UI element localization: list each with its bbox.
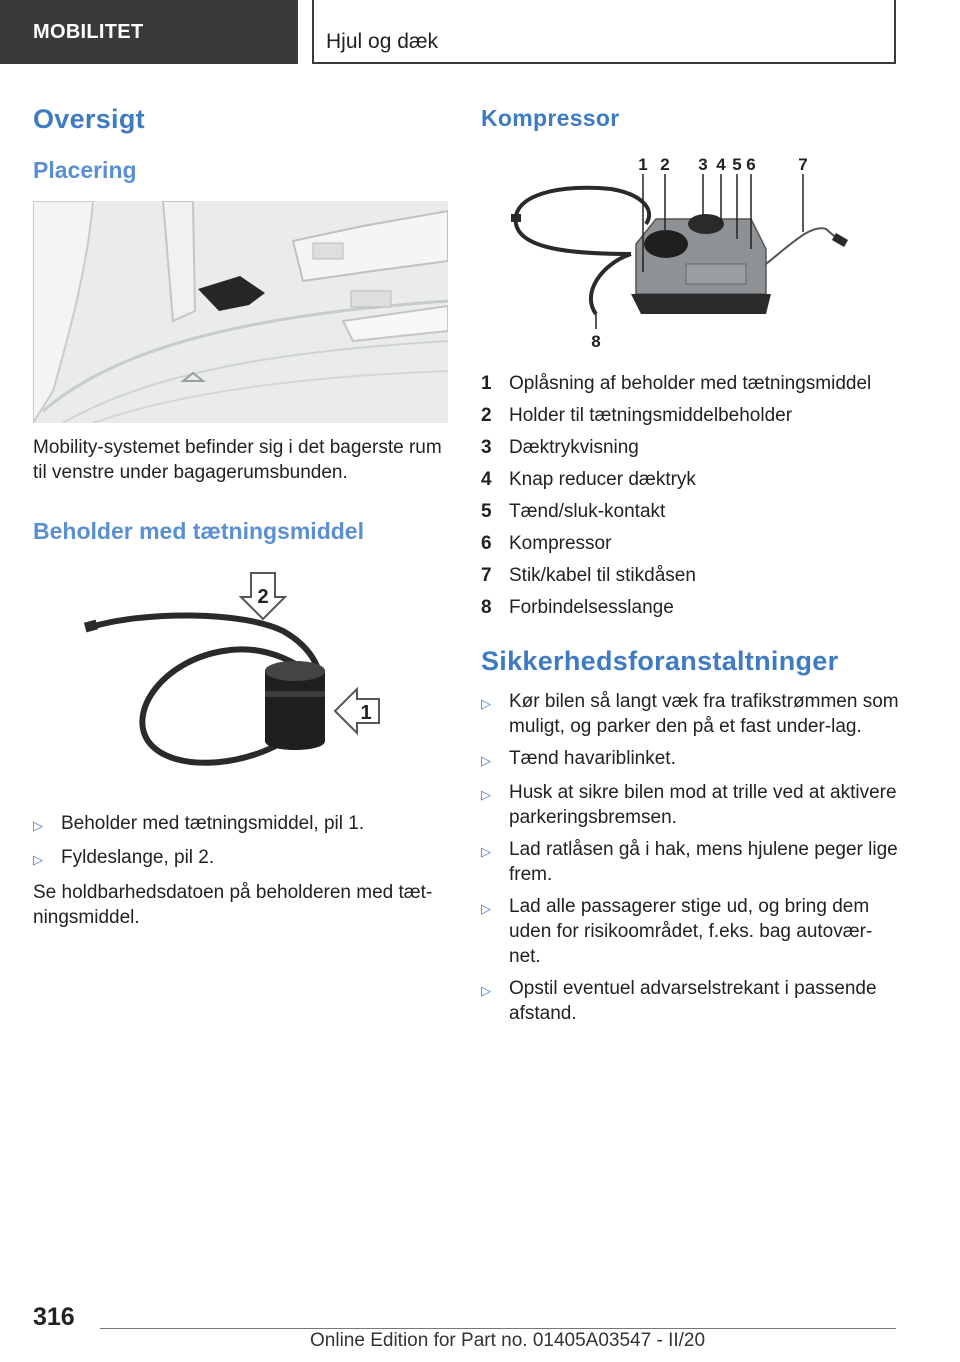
expiry-note: Se holdbarhedsdatoen på beholderen med tæt‐ningsmiddel. xyxy=(33,882,433,928)
legend-number: 3 xyxy=(481,437,492,458)
right-column xyxy=(481,100,901,1026)
page-number: 316 xyxy=(33,1303,75,1331)
legend-text: Oplåsning af beholder med tætningsmiddel xyxy=(509,373,872,394)
safety-title: Sikkerhedsforanstaltninger xyxy=(481,646,839,676)
triangle-bullet-icon: ▷ xyxy=(481,983,491,998)
section-title: Oversigt xyxy=(33,104,145,134)
list-item xyxy=(33,811,448,838)
compressor-legend xyxy=(481,368,901,624)
callout-1: 1 xyxy=(638,155,648,174)
list-item xyxy=(481,780,901,830)
legend-number: 6 xyxy=(481,533,492,554)
legend-text: Kompressor xyxy=(509,533,612,554)
callout-5: 5 xyxy=(732,155,742,174)
container-label-2: 2 xyxy=(257,586,269,608)
legend-number: 8 xyxy=(481,597,492,618)
triangle-bullet-icon: ▷ xyxy=(33,852,43,867)
bullet-text: Kør bilen så langt væk fra trafikstrømmen som muligt, og parker den på et fast under‐lag. xyxy=(509,691,899,737)
legend-number: 1 xyxy=(481,373,492,394)
legend-text: Dæktrykvisning xyxy=(509,437,639,458)
chapter-label: Hjul og dæk xyxy=(326,30,439,53)
list-item xyxy=(481,837,901,887)
bullet-text: Lad alle passagerer stige ud, og bring dem uden for risikoområdet, f.eks. bag autovær‐net. xyxy=(509,896,873,967)
bullet-text: Lad ratlåsen gå i hak, mens hjulene peger lige frem. xyxy=(509,839,898,885)
left-column xyxy=(33,100,448,930)
callout-3: 3 xyxy=(698,155,708,174)
callout-4: 4 xyxy=(716,155,726,174)
bullet-text: Tænd havariblinket. xyxy=(509,748,676,769)
callout-6: 6 xyxy=(746,155,756,174)
legend-text: Tænd/sluk-kontakt xyxy=(509,501,666,522)
legend-row xyxy=(481,560,901,592)
triangle-bullet-icon: ▷ xyxy=(481,844,491,859)
container-heading: Beholder med tætningsmiddel xyxy=(33,518,364,544)
bullet-text: Beholder med tætningsmiddel, pil 1. xyxy=(61,813,365,834)
sealant-container-illustration xyxy=(83,571,443,791)
legend-text: Holder til tætningsmiddelbeholder xyxy=(509,405,793,426)
bullet-text: Husk at sikre bilen mod at trille ved at aktivere parkeringsbremsen. xyxy=(509,782,897,828)
triangle-bullet-icon: ▷ xyxy=(481,753,491,768)
bullet-text: Fyldeslange, pil 2. xyxy=(61,847,215,868)
legend-number: 7 xyxy=(481,565,492,586)
legend-row xyxy=(481,528,901,560)
callout-8: 8 xyxy=(591,332,601,351)
legend-number: 4 xyxy=(481,469,492,490)
compressor-title: Kompressor xyxy=(481,105,620,131)
triangle-bullet-icon: ▷ xyxy=(481,696,491,711)
list-item xyxy=(481,746,901,773)
edition-text: Online Edition for Part no. 01405A03547 - II/20 xyxy=(310,1330,706,1351)
list-item xyxy=(481,976,901,1026)
legend-text: Forbindelsesslange xyxy=(509,597,674,618)
list-item xyxy=(33,845,448,872)
legend-text: Stik/kabel til stikdåsen xyxy=(509,565,696,586)
legend-number: 5 xyxy=(481,501,492,522)
triangle-bullet-icon: ▷ xyxy=(33,818,43,833)
triangle-bullet-icon: ▷ xyxy=(481,901,491,916)
legend-row xyxy=(481,464,901,496)
bullet-text: Opstil eventuel advarselstrekant i passende afstand. xyxy=(509,978,877,1024)
callout-2: 2 xyxy=(660,155,670,174)
section-tab xyxy=(0,0,298,64)
list-item xyxy=(481,894,901,969)
trunk-location-illustration xyxy=(33,201,448,423)
section-label: MOBILITET xyxy=(33,20,144,43)
footer-divider xyxy=(100,1328,896,1329)
legend-row xyxy=(481,496,901,528)
triangle-bullet-icon: ▷ xyxy=(481,787,491,802)
container-label-1: 1 xyxy=(360,702,372,724)
legend-row xyxy=(481,432,901,464)
callout-7: 7 xyxy=(798,155,808,174)
list-item xyxy=(481,689,901,739)
compressor-illustration xyxy=(481,154,861,354)
legend-number: 2 xyxy=(481,405,492,426)
legend-row xyxy=(481,400,901,432)
legend-text: Knap reducer dæktryk xyxy=(509,469,696,490)
chapter-header xyxy=(312,0,896,64)
placement-heading: Placering xyxy=(33,157,137,183)
placement-text: Mobility-systemet befinder sig i det bagerste rum til venstre under bagagerumsbunden. xyxy=(33,437,442,483)
legend-row xyxy=(481,592,901,624)
legend-row xyxy=(481,368,901,400)
